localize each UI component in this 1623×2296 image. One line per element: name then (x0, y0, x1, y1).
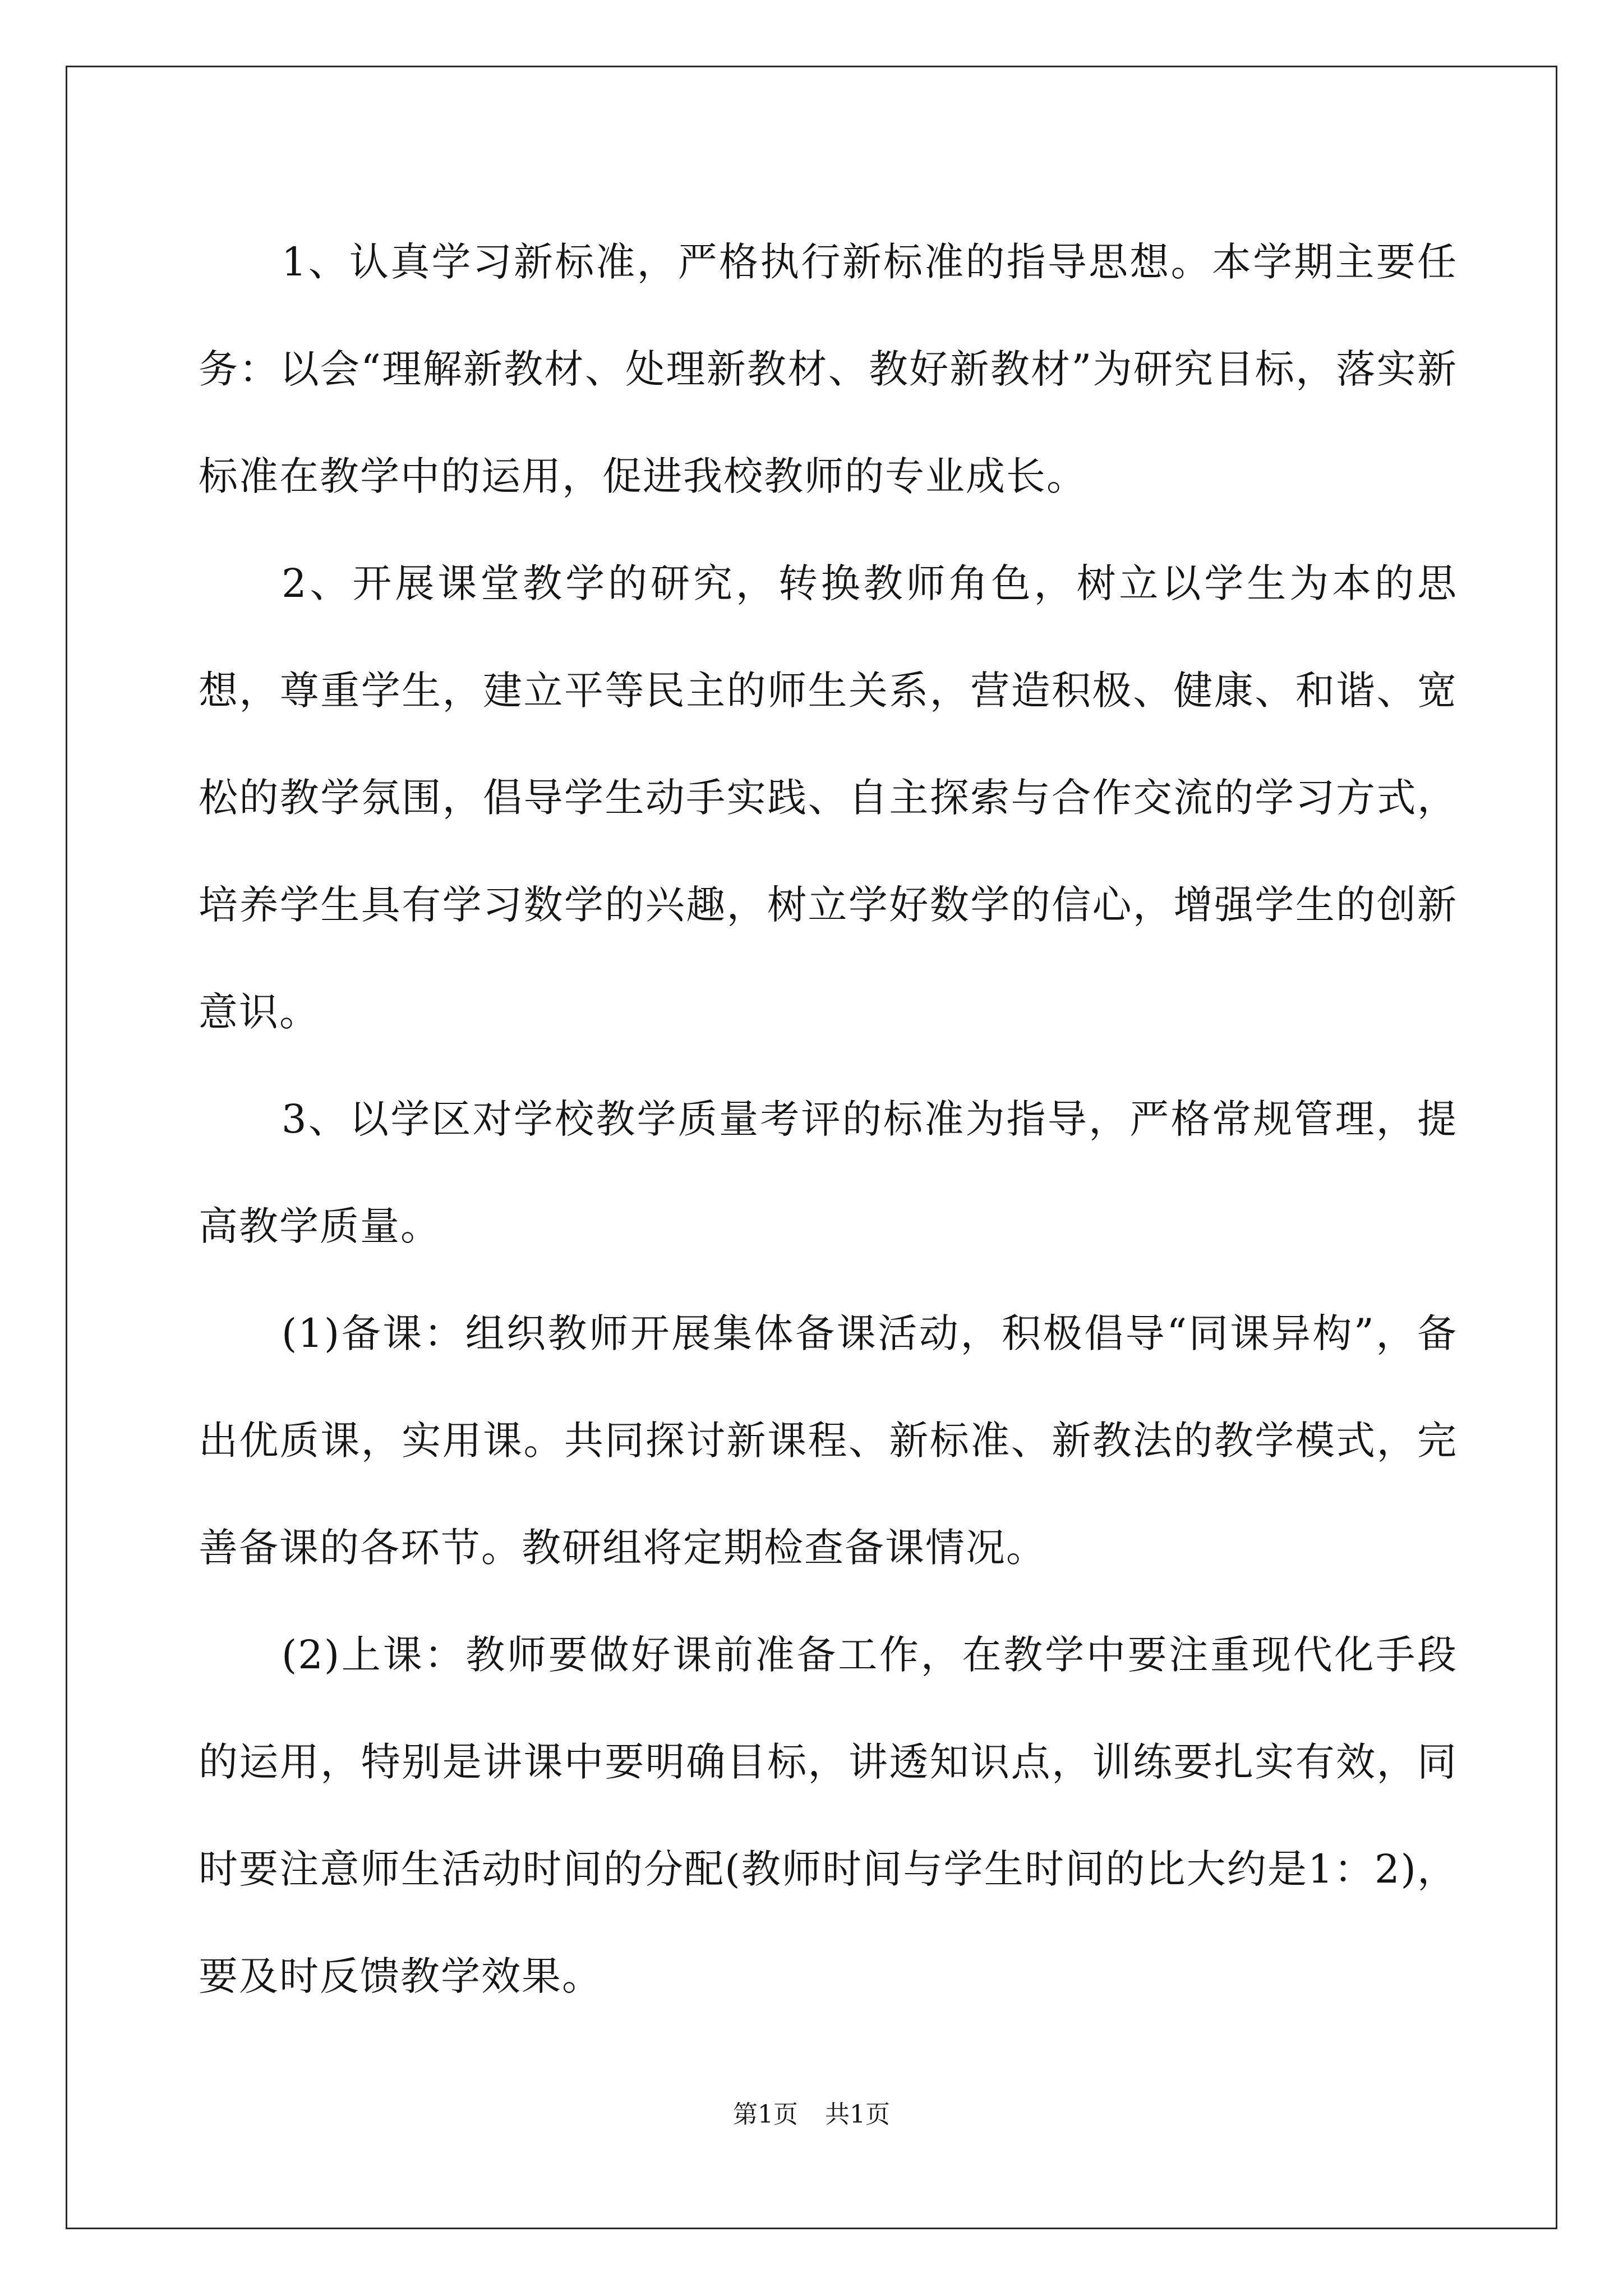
paragraph-3: 3、以学区对学校教学质量考评的标准为指导，严格常规管理，提高教学质量。 (199, 1096, 1458, 1249)
paragraph-2: 2、开展课堂教学的研究，转换教师角色，树立以学生为本的思想，尊重学生，建立平等民主的师生关系，营造积极、健康、和谐、宽松的教学氛围，倡导学生动手实践、自主探索与合作交流的学习方式，培养学生具有学习数学的兴趣，树立学好数学的信心，增强学生的创新意识。 (199, 560, 1458, 1035)
document-body (199, 209, 1458, 2030)
page-number: 第1页 (733, 2100, 798, 2129)
paragraph-4: (1)备课：组织教师开展集体备课活动，积极倡导“同课异构”，备出优质课，实用课。共同探讨新课程、新标准、新教法的教学模式，完善备课的各环节。教研组将定期检查备课情况。 (199, 1310, 1458, 1571)
total-pages: 共1页 (825, 2100, 890, 2129)
paragraph-5: (2)上课：教师要做好课前准备工作，在教学中要注重现代化手段的运用，特别是讲课中要明确目标，讲透知识点，训练要扎实有效，同时要注意师生活动时间的分配(教师时间与学生时间的比大约是1：2)，要及时反馈教学效果。 (199, 1632, 1458, 1999)
page-footer (0, 2098, 1623, 2132)
paragraph-1: 1、认真学习新标准，严格执行新标准的指导思想。本学期主要任务：以会“理解新教材、处理新教材、教好新教材”为研究目标，落实新标准在教学中的运用，促进我校教师的专业成长。 (199, 239, 1458, 499)
